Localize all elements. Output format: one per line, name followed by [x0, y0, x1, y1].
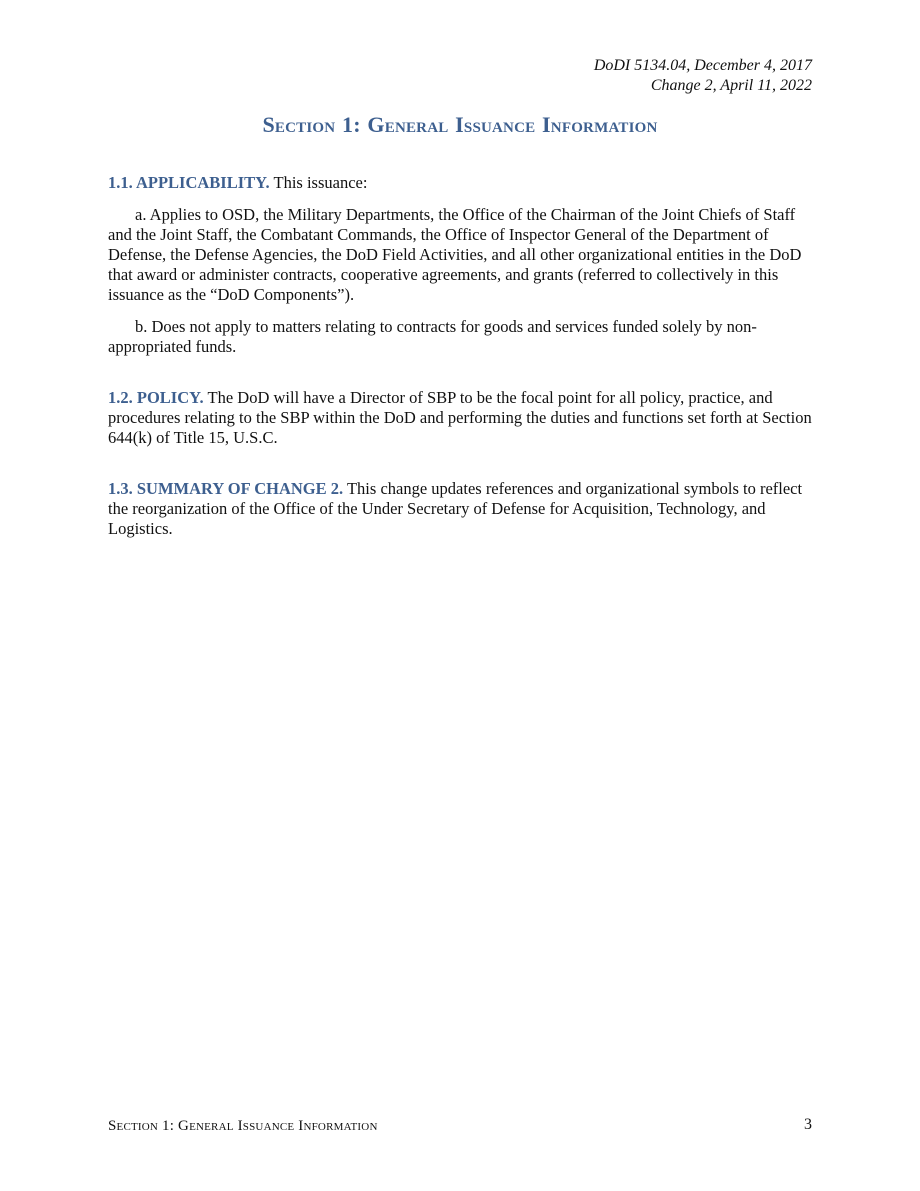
paragraph-text-summary-of-change: This change updates references and organizational symbols to reflect the reorganization of the Office of the Under Secretary of Defense for Acquisition, Technology, and Logistics.: [108, 479, 803, 538]
header-issuance-line: DoDI 5134.04, December 4, 2017: [593, 57, 812, 74]
paragraph-policy: [108, 388, 818, 448]
paragraph-heading-policy: 1.2. POLICY.: [108, 388, 204, 407]
paragraph-applicability: [108, 173, 818, 193]
footer-section-label: Section 1: General Issuance Information: [108, 1118, 378, 1134]
header-change-line: Change 2, April 11, 2022: [650, 77, 812, 94]
subparagraph-a: a. Applies to OSD, the Military Departments, the Office of the Chairman of the Joint Chiefs of Staff and the Joint Staff, the Combatant Commands, the Office of Inspector General of the Department of Defense, the Defense Agencies, the DoD Field Activities, and all other organizational entities in the DoD that award or administer contracts, cooperative agreements, and grants (referred to collectively in this issuance as the “DoD Components”).: [108, 205, 802, 304]
document-body: [108, 173, 818, 539]
paragraph-summary-of-change: [108, 479, 818, 539]
paragraph-heading-summary-of-change: 1.3. SUMMARY OF CHANGE 2.: [108, 479, 344, 498]
footer-page-number: 3: [804, 1116, 812, 1133]
document-header: [594, 56, 812, 96]
paragraph-text-applicability: This issuance:: [269, 173, 368, 192]
section-title: Section 1: General Issuance Information: [262, 112, 658, 137]
subparagraph-b: b. Does not apply to matters relating to contracts for goods and services funded solely by non-appropriated funds.: [108, 317, 757, 356]
paragraph-heading-applicability: 1.1. APPLICABILITY.: [108, 173, 270, 192]
paragraph-text-policy: The DoD will have a Director of SBP to be the focal point for all policy, practice, and procedures relating to the SBP within the DoD and performing the duties and functions set forth at Section 644(k) of Title 15, U.S.C.: [108, 388, 812, 447]
